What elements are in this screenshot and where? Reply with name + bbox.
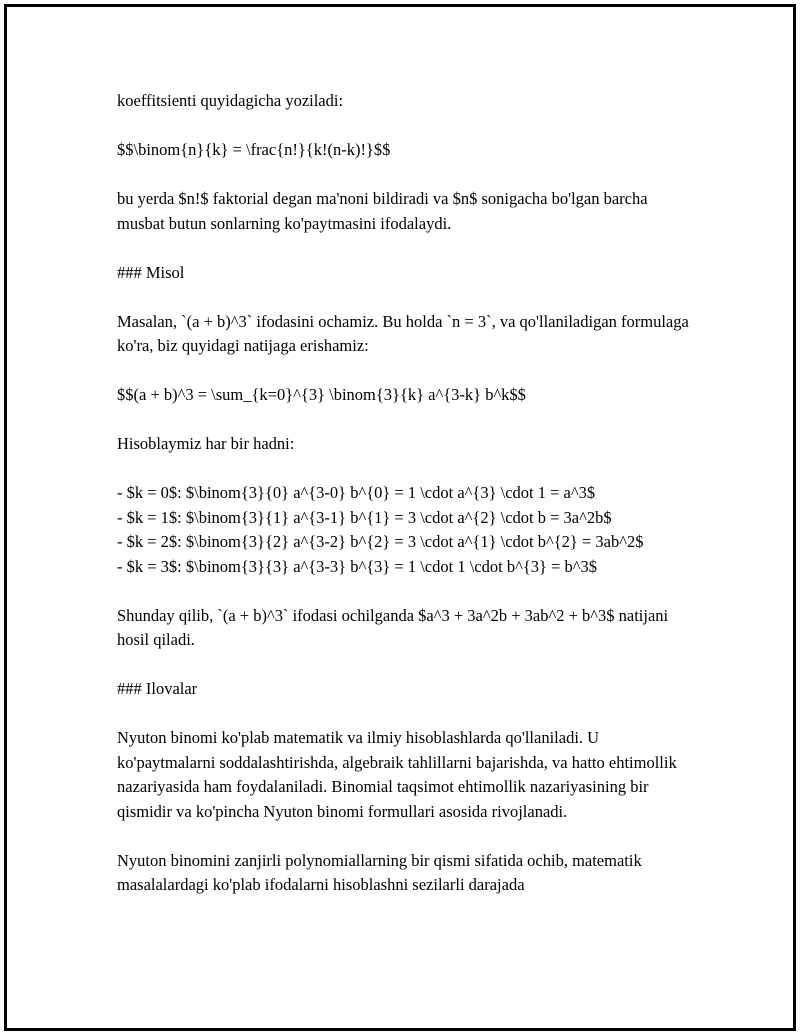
paragraph-example: Masalan, `(a + b)^3` ifodasini ochamiz. Bu holda `n = 3`, va qo'llaniladigan formulaga ko'ra, biz quyidagi natijaga erishamiz:	[117, 311, 689, 355]
formula-binomial-coefficient: $$\binom{n}{k} = \frac{n!}{k!(n-k)!}$$	[117, 140, 391, 159]
term-list	[117, 481, 692, 579]
formula-expansion: $$(a + b)^3 = \sum_{k=0}^{3} \binom{3}{k} a^{3-k} b^k$$	[117, 385, 526, 404]
paragraph-applications: Nyuton binomi ko'plab matematik va ilmiy hisoblashlarda qo'llaniladi. U ko'paytmalarni soddalashtirishda, algebraik tahlillarni bajarishda, va hatto ehtimollik nazariyasida ham foydalaniladi. Binomial taqsimot ehtimollik nazariyasining bir qismidir va ko'pincha Nyuton binomi formullari asosida rivojlanadi.	[117, 728, 677, 821]
heading-misol: ### Misol	[117, 262, 185, 282]
paragraph-result: Shunday qilib, `(a + b)^3` ifodasi ochilganda $a^3 + 3a^2b + 3ab^2 + b^3$ natijani hosil qiladi.	[117, 605, 669, 649]
document-body	[117, 89, 692, 922]
list-item: - $k = 1$: $\binom{3}{1} a^{3-1} b^{1} = 3 \cdot a^{2} \cdot b = 3a^2b$	[117, 507, 612, 527]
list-item: - $k = 0$: $\binom{3}{0} a^{3-0} b^{0} = 1 \cdot a^{3} \cdot 1 = a^3$	[117, 483, 596, 502]
paragraph-factorial: bu yerda $n!$ faktorial degan ma'noni bildiradi va $n$ sonigacha bo'lgan barcha musbat butun sonlarning ko'paytmasini ifodalaydi.	[117, 189, 648, 233]
heading-ilovalar: ### Ilovalar	[117, 679, 198, 698]
list-item: - $k = 2$: $\binom{3}{2} a^{3-2} b^{2} = 3 \cdot a^{1} \cdot b^{2} = 3ab^2$	[117, 532, 644, 551]
paragraph-polynomials: Nyuton binomini zanjirli polynomiallarning bir qismi sifatida ochib, matematik masalalardagi ko'plab ifodalarni hisoblashni sezilarli darajada	[117, 850, 642, 894]
paragraph-intro: koeffitsienti quyidagicha yoziladi:	[117, 91, 344, 110]
paragraph-compute-terms: Hisoblaymiz har bir hadni:	[117, 434, 295, 453]
list-item: - $k = 3$: $\binom{3}{3} a^{3-3} b^{3} = 1 \cdot 1 \cdot b^{3} = b^3$	[117, 556, 597, 576]
